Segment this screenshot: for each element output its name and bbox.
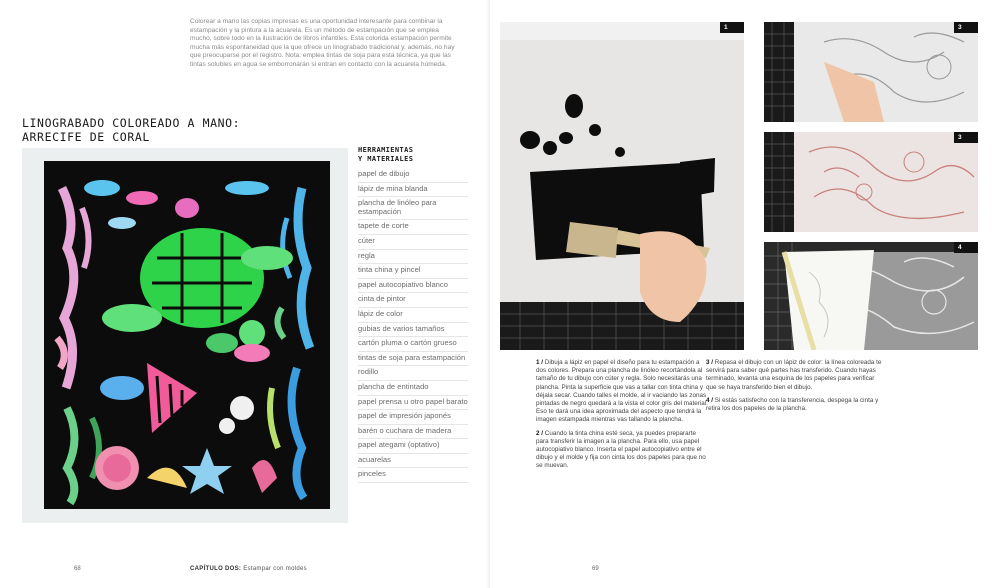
tools-list-item: tintas de soja para estampación xyxy=(358,352,468,367)
tools-heading-line2: Y MATERIALES xyxy=(358,155,414,163)
step-badge-1: 1 xyxy=(720,22,744,33)
tools-list-item: regla xyxy=(358,250,468,265)
running-footer xyxy=(190,566,307,572)
tools-list xyxy=(358,168,468,483)
step-2-number: 2 / xyxy=(536,429,544,437)
step-2-text: Cuando la tinta china esté seca, ya puedes prepararte para transferir la imagen a la plancha. Para ello, usa papel autocopiativo blanco. Inserta el papel autocopiativo entre el dibujo y el molde y fija con cinta los dos papeles para que no se muevan. xyxy=(536,429,706,470)
tools-list-item: papel ategami (optativo) xyxy=(358,439,468,454)
tools-list-item: tapete de corte xyxy=(358,220,468,235)
step-1 xyxy=(536,359,708,425)
coral-reef-illustration xyxy=(22,148,348,523)
project-title xyxy=(22,116,322,144)
left-page xyxy=(0,0,490,588)
page-number-right: 69 xyxy=(592,566,599,572)
step-2 xyxy=(536,430,708,471)
page-number-left: 68 xyxy=(74,566,81,572)
tools-list-item: papel autocopiativo blanco xyxy=(358,279,468,294)
tools-list-item: cúter xyxy=(358,235,468,250)
coral-reef-linocut-image xyxy=(22,148,348,523)
tools-list-item: cartón pluma o cartón grueso xyxy=(358,337,468,352)
step-badge-3a: 3 xyxy=(954,22,978,33)
step-3-number: 3 / xyxy=(706,359,714,366)
step1-photo xyxy=(500,22,744,350)
tools-list-item: plancha de linóleo para estampación xyxy=(358,197,468,220)
intro-paragraph: Colorear a mano las copias impresas es una oportunidad interesante para combinar la estampación y la pintura a la acuarela. Es un método de estampación que se emplea mucho, sobre todo en la ilustración de libros infantiles. Esta colorida estampación permite mucha más espontaneidad que la que ofrece un linograbado tradicional y, además, no hay que preocuparse por el registro. Nota: emplea tintas de soja para esta técnica, ya que las tintas solubles en agua se emborronarán si entran en contacto con la acuarela húmeda. xyxy=(190,18,455,68)
project-title-line2: ARRECIFE DE CORAL xyxy=(22,130,150,144)
step-3 xyxy=(706,359,882,392)
tools-list-item: tinta china y pincel xyxy=(358,264,468,279)
step-badge-3b: 3 xyxy=(954,132,978,143)
tools-list-item: lápiz de mina blanda xyxy=(358,183,468,198)
inking-plate-illustration xyxy=(500,22,744,350)
step-1-text: Dibuja a lápiz en papel el diseño para tu estampación a dos colores. Prepara una plancha de linóleo recortándola al tamaño de tu dibujo con cúter y regla. Solo necesitarás una plancha. Pinta la superficie que vas a tallar con tinta china y déjala secar. Cuando talles el molde, al ir vaciando las zonas pintadas de negro quedará a la vista el color gris del material. Eso te dará una idea aproximada del aspecto que tendrá la imagen estampada mientras vas tallando la plancha. xyxy=(536,359,708,424)
step-3-text: Repasa el dibujo con un lápiz de color: la línea coloreada te servirá para saber qué partes has transferido. Cuando hayas terminado, levanta una esquina de los papeles para verificar que se haya transferido bien el dibujo. xyxy=(706,359,882,391)
step3-photo-top xyxy=(764,22,978,122)
step-4-number: 4 / xyxy=(706,396,714,404)
chapter-label: CAPÍTULO DOS: xyxy=(190,566,242,572)
step-4 xyxy=(706,397,882,413)
tools-list-item: lápiz de color xyxy=(358,308,468,323)
tools-list-item: papel de dibujo xyxy=(358,168,468,183)
tools-heading-line1: HERRAMIENTAS xyxy=(358,146,414,154)
step-1-number: 1 / xyxy=(536,359,544,366)
tracing-illustration xyxy=(764,22,978,122)
steps-column-left xyxy=(536,359,708,476)
tools-list-item: barén o cuchara de madera xyxy=(358,425,468,440)
tools-list-item: rodillo xyxy=(358,366,468,381)
tools-list-item: gubias de varios tamaños xyxy=(358,323,468,338)
tools-heading xyxy=(358,146,468,164)
step4-photo xyxy=(764,242,978,350)
chapter-title: Estampar con moldes xyxy=(243,566,307,572)
step-badge-4: 4 xyxy=(954,242,978,253)
tools-list-item: plancha de entintado xyxy=(358,381,468,396)
tools-list-item: cinta de pintor xyxy=(358,293,468,308)
steps-column-right xyxy=(706,359,882,418)
step-4-text: Si estás satisfecho con la transferencia, despega la cinta y retira los dos papeles de la plancha. xyxy=(706,396,879,413)
tools-list-item: papel de impresión japonés xyxy=(358,410,468,425)
tools-and-materials xyxy=(358,146,468,483)
step3-photo-bottom xyxy=(764,132,978,232)
tools-list-item: pinceles xyxy=(358,468,468,483)
transfer-check-illustration xyxy=(764,132,978,232)
peel-paper-illustration xyxy=(764,242,978,350)
project-title-line1: LINOGRABADO COLOREADO A MANO: xyxy=(22,116,241,130)
tools-list-item: acuarelas xyxy=(358,454,468,469)
right-page xyxy=(490,0,1000,588)
tools-list-item: papel prensa u otro papel barato xyxy=(358,396,468,411)
